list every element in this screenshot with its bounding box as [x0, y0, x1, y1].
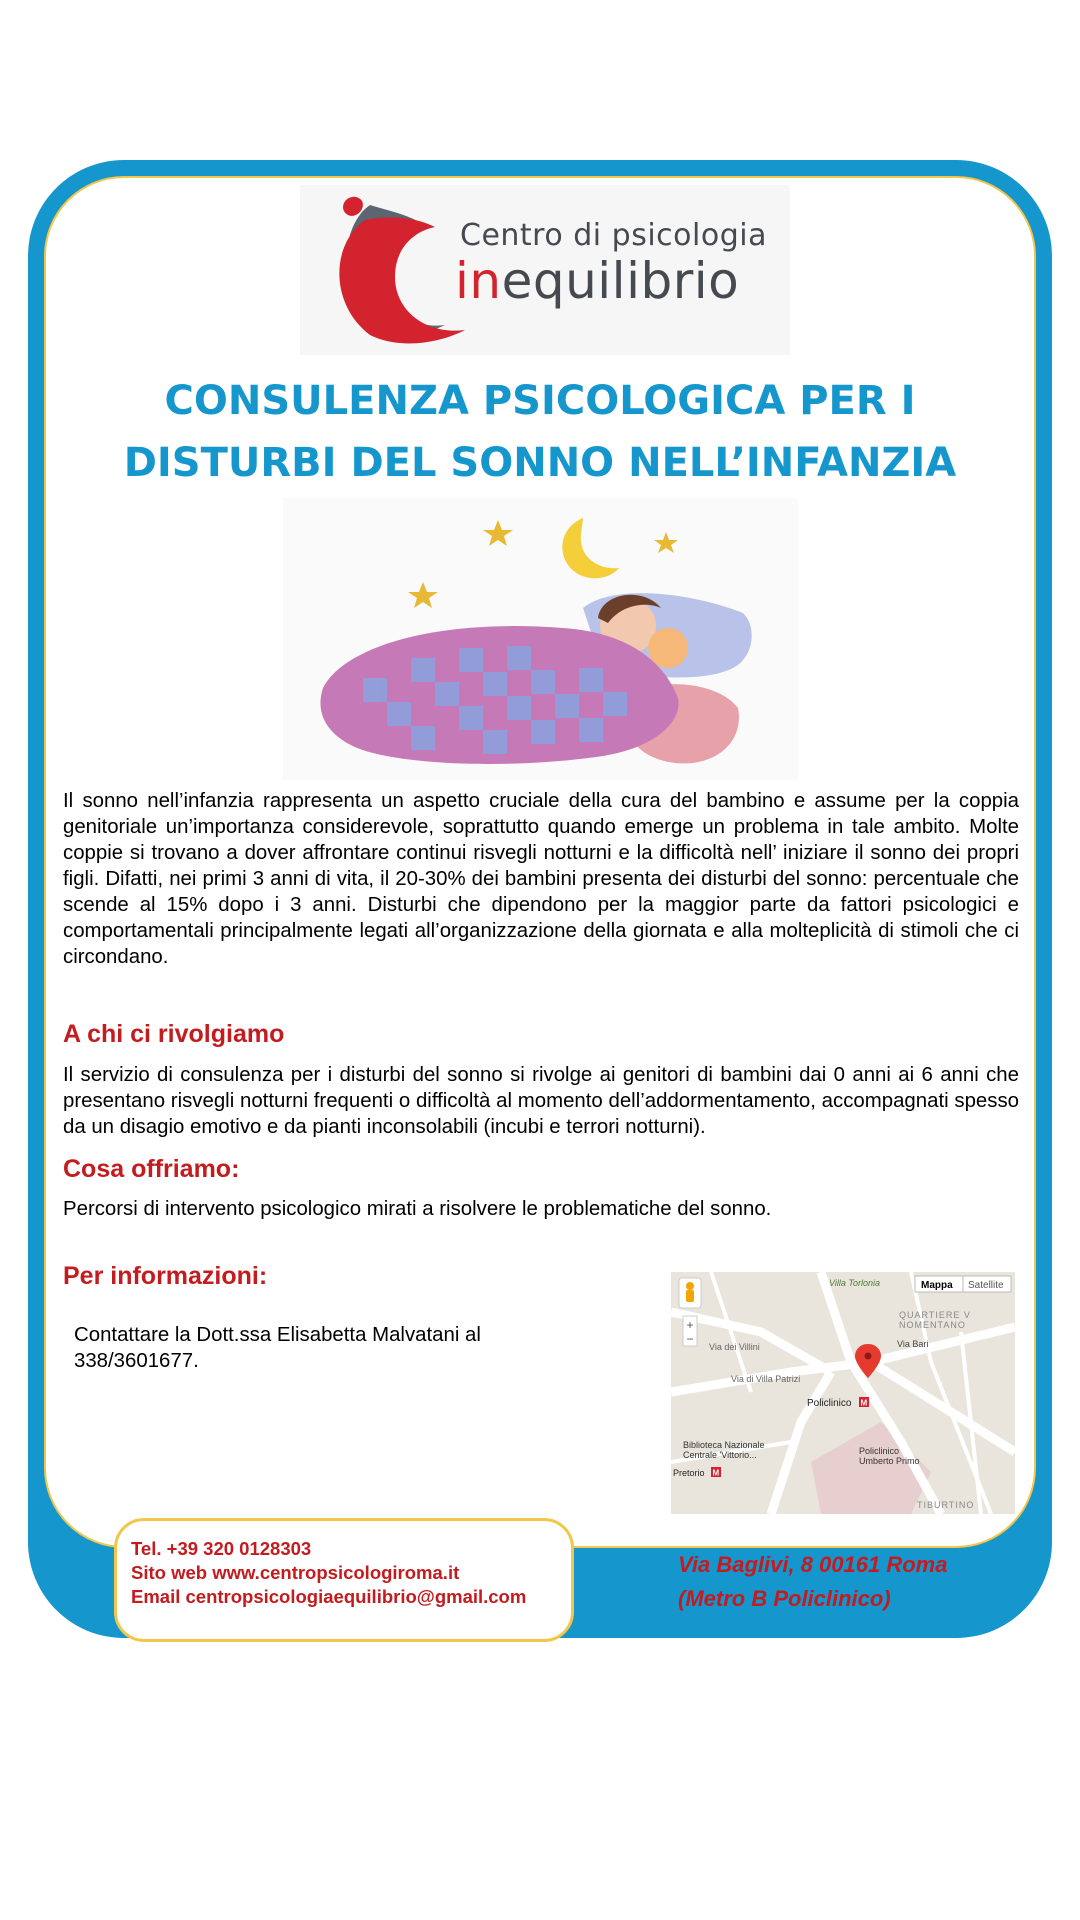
- logo-text-in: in: [455, 252, 502, 310]
- map-label-tiburtino: TIBURTINO: [917, 1500, 975, 1510]
- contact-email[interactable]: Email centropsicologiaequilibrio@gmail.com: [131, 1586, 527, 1607]
- sleeping-child-illustration: [283, 498, 798, 780]
- metro-icon: [859, 1397, 869, 1408]
- title-line2: DISTURBI DEL SONNO NELL’INFANZIA: [123, 440, 957, 486]
- logo-text-line2: [455, 252, 739, 310]
- map-label-policlinico-umberto-2: Umberto Primo: [859, 1456, 920, 1466]
- address-line2: (Metro B Policlinico): [678, 1586, 891, 1611]
- map-label-policlinico-umberto-1: Policlinico: [859, 1446, 900, 1456]
- map-label-via-villini: Via dei Villini: [709, 1342, 760, 1352]
- map-label-quartiere-2: NOMENTANO: [899, 1320, 966, 1330]
- svg-text:M: M: [860, 1398, 868, 1408]
- map-zoom-control[interactable]: [683, 1316, 697, 1346]
- heading-target-audience: A chi ci rivolgiamo: [63, 1020, 285, 1048]
- info-text-line2: 338/3601677.: [74, 1350, 199, 1372]
- zoom-in-icon[interactable]: +: [686, 1318, 694, 1332]
- contact-box: [114, 1518, 574, 1642]
- intro-paragraph: Il sonno nell’infanzia rappresenta un aspetto cruciale della cura del bambino e assume per la coppia genitoriale un’importanza considerevole, soprattutto quando emerge un problema in tale ambito. Molte coppie si trovano a dover affrontare continui risvegli notturni e la difficoltà nell’ iniziare il sonno dei propri figli. Difatti, nei primi 3 anni di vita, il 20-30% dei bambini presenta dei disturbi del sonno: percentuale che scende al 15% dopo i 3 anni. Disturbi che dipendono per la maggior parte da fattori psicologici e comportamentali principalmente legati all’organizzazione della giornata e alla molteplicità di stimoli che ci circondano.: [63, 790, 1019, 968]
- info-text: [74, 1322, 634, 1374]
- map-button[interactable]: Mappa: [921, 1280, 953, 1291]
- map-label-quartiere-1: QUARTIERE V: [899, 1310, 971, 1320]
- zoom-out-icon[interactable]: −: [686, 1332, 694, 1346]
- metro-icon: [711, 1467, 721, 1478]
- map-type-control[interactable]: [915, 1276, 1011, 1292]
- location-map[interactable]: [671, 1272, 1015, 1514]
- address-line1: Via Baglivi, 8 00161 Roma: [678, 1552, 948, 1577]
- logo-text-equilibrio: equilibrio: [501, 252, 740, 310]
- offer-text: Percorsi di intervento psicologico mirati a risolvere le problematiche del sonno.: [63, 1198, 772, 1220]
- title-line1: CONSULENZA PSICOLOGICA PER I: [164, 378, 916, 424]
- map-label-pretorio: Pretorio: [673, 1468, 705, 1478]
- address: [678, 1548, 947, 1616]
- logo-text-line1: Centro di psicologia: [460, 218, 767, 253]
- map-label-biblioteca-2: Centrale 'Vittorio...: [683, 1450, 757, 1460]
- map-label-biblioteca-1: Biblioteca Nazionale: [683, 1440, 765, 1450]
- page-title: [60, 370, 1020, 494]
- heading-offer: Cosa offriamo:: [63, 1155, 240, 1183]
- heading-info: Per informazioni:: [63, 1262, 268, 1290]
- satellite-button[interactable]: Satellite: [968, 1280, 1004, 1291]
- map-label-policlinico: Policlinico: [807, 1398, 852, 1409]
- map-label-villa-torlonia: Villa Torlonia: [829, 1278, 881, 1288]
- map-label-via-bari: Via Bari: [897, 1339, 929, 1349]
- svg-text:M: M: [712, 1468, 720, 1478]
- target-audience-text: Il servizio di consulenza per i disturbi del sonno si rivolge ai genitori di bambini dai 0 anni ai 6 anni che presentano risvegli notturni frequenti o difficoltà al momento dell’addormentamento, accompagnati spesso da un disagio emotivo e da pianti inconsolabili (incubi e terrori notturni).: [63, 1064, 1019, 1138]
- contact-website[interactable]: Sito web www.centropsicologiroma.it: [131, 1562, 460, 1583]
- info-text-line1: Contattare la Dott.ssa Elisabetta Malvatani al: [74, 1324, 481, 1346]
- contact-phone[interactable]: Tel. +39 320 0128303: [131, 1538, 312, 1559]
- map-label-via-villa-patrizi: Via di Villa Patrizi: [731, 1374, 801, 1384]
